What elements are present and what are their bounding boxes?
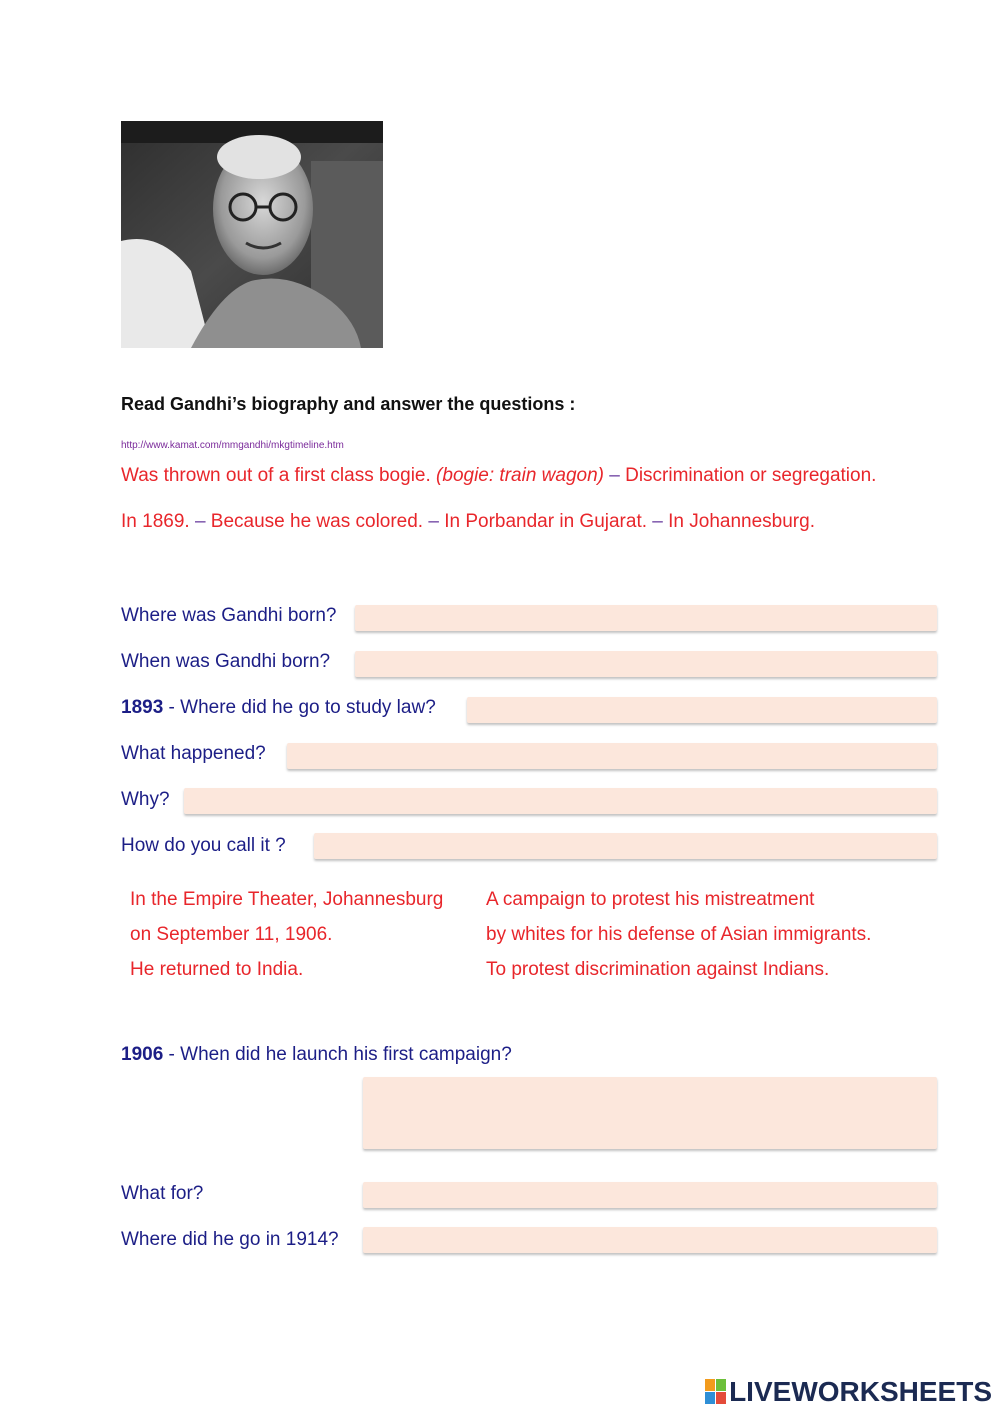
word-bank-item: A campaign to protest his mistreatment [486, 889, 815, 910]
word-bank-item: To protest discrimination against Indians. [486, 959, 830, 980]
separator: – [189, 511, 211, 532]
page-heading: Read Gandhi’s biography and answer the questions : [121, 394, 576, 414]
word-bank-left-column [130, 882, 443, 987]
word-bank-item: In Porbandar in Gujarat. [444, 511, 648, 532]
word-bank-line-2 [121, 511, 815, 533]
question-how-call-it: How do you call it ? [121, 835, 286, 856]
word-bank-item: Discrimination or segregation. [625, 465, 877, 486]
source-link[interactable]: http://www.kamat.com/mmgandhi/mkgtimeline.htm [121, 440, 344, 451]
liveworksheets-logo-icon [705, 1379, 727, 1405]
answer-field-1914[interactable] [363, 1227, 937, 1253]
word-bank-item: In the Empire Theater, Johannesburg [130, 889, 444, 910]
question-1914: Where did he go in 1914? [121, 1229, 339, 1250]
question-what-for: What for? [121, 1183, 204, 1204]
word-bank-note: (bogie: train wagon) [436, 465, 604, 486]
answer-field-study-law[interactable] [467, 697, 937, 723]
logo-text: LIVEWORKSHEETS [729, 1376, 992, 1407]
word-bank-line-1 [121, 465, 876, 487]
word-bank-item: In 1869. [121, 511, 190, 532]
answer-field-why[interactable] [184, 788, 937, 814]
year-label: 1893 [121, 697, 164, 718]
gandhi-photo [121, 121, 383, 348]
word-bank-item: Because he was colored. [210, 511, 424, 532]
answer-field-birthdate[interactable] [355, 651, 937, 677]
answer-field-first-campaign[interactable] [363, 1077, 937, 1149]
year-label: 1906 [121, 1044, 164, 1065]
question-first-campaign [121, 1044, 512, 1066]
gandhi-portrait-icon [121, 121, 383, 348]
liveworksheets-logo[interactable] [705, 1375, 992, 1409]
question-text: - Where did he go to study law? [163, 697, 436, 718]
answer-field-what-for[interactable] [363, 1182, 937, 1208]
separator: – [603, 465, 626, 486]
word-bank-item: on September 11, 1906. [130, 924, 333, 945]
word-bank-item: In Johannesburg. [668, 511, 815, 532]
question-birthdate: When was Gandhi born? [121, 651, 331, 672]
question-text: - When did he launch his first campaign? [163, 1044, 512, 1065]
question-study-law [121, 697, 436, 719]
word-bank-right-column [486, 882, 871, 987]
word-bank-item: Was thrown out of a first class bogie. [121, 465, 437, 486]
answer-field-how-call-it[interactable] [314, 833, 937, 859]
question-why: Why? [121, 789, 170, 810]
separator: – [647, 511, 669, 532]
question-birthplace: Where was Gandhi born? [121, 605, 337, 626]
separator: – [423, 511, 445, 532]
answer-field-what-happened[interactable] [287, 743, 937, 769]
answer-field-birthplace[interactable] [355, 605, 937, 631]
word-bank-item: He returned to India. [130, 959, 304, 980]
word-bank-item: by whites for his defense of Asian immigrants. [486, 924, 872, 945]
question-what-happened: What happened? [121, 743, 266, 764]
